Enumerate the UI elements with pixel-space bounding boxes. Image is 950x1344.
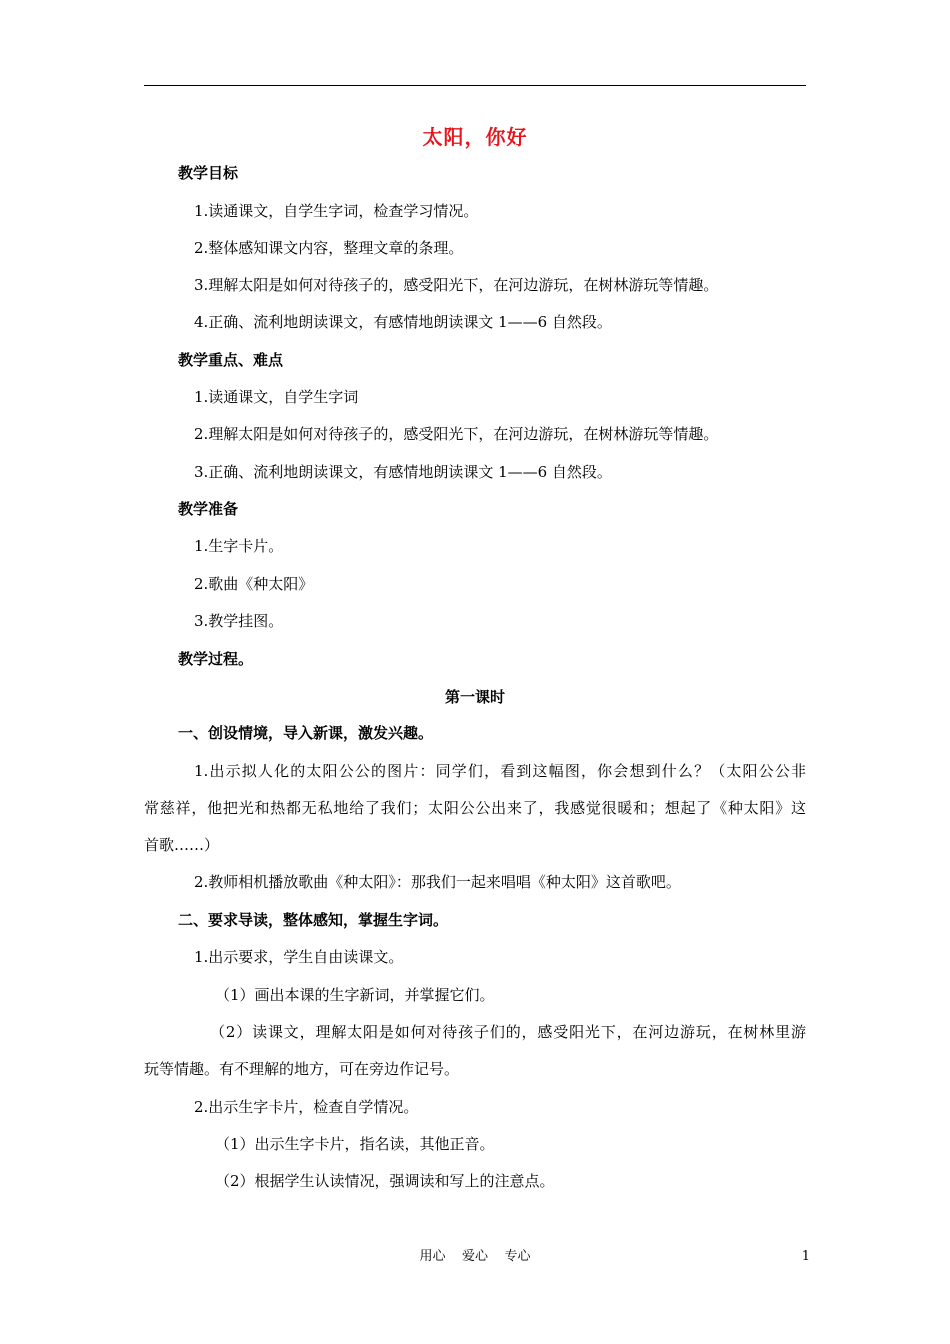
goals-item-2: 2.整体感知课文内容，整理文章的条理。 [194,239,464,257]
preparation-item-2: 2.歌曲《种太阳》 [194,575,314,593]
lesson-title: 第一课时 [444,688,505,706]
part2-step2: 2.出示生字卡片，检查自学情况。 [194,1098,419,1116]
goals-item-1: 1.读通课文，自学生字词，检查学习情况。 [194,202,479,220]
goals-item-3: 3.理解太阳是如何对待孩子的，感受阳光下，在河边游玩，在树林游玩等情趣。 [194,276,719,294]
document-title: 太阳，你好 [422,125,528,149]
part2-step2-a: （1）出示生字卡片，指名读，其他正音。 [215,1135,495,1153]
part1-heading: 一、创设情境，导入新课，激发兴趣。 [178,724,434,742]
part1-paragraph1-line3: 首歌……） [144,836,220,854]
section-heading-goals: 教学目标 [178,164,239,182]
part2-step2-b: （2）根据学生认读情况，强调读和写上的注意点。 [215,1172,555,1190]
part2-step1-a: （1）画出本课的生字新词，并掌握它们。 [215,986,495,1004]
section-heading-key-points: 教学重点、难点 [178,351,284,369]
section-heading-process: 教学过程。 [178,650,254,668]
goals-item-4: 4.正确、流利地朗读课文，有感情地朗读课文 1——6 自然段。 [194,313,612,331]
part2-step1-b-line1: （2）读课文，理解太阳是如何对待孩子们的，感受阳光下，在河边游玩，在树林里游 [210,1023,806,1041]
key-points-item-2: 2.理解太阳是如何对待孩子的，感受阳光下，在河边游玩，在树林游玩等情趣。 [194,425,719,443]
part2-heading: 二、要求导读，整体感知，掌握生字词。 [178,911,449,929]
part2-step1-b-line2: 玩等情趣。有不理解的地方，可在旁边作记号。 [144,1060,460,1078]
section-heading-preparation: 教学准备 [178,500,239,518]
part2-step1: 1.出示要求，学生自由读课文。 [194,948,404,966]
key-points-item-3: 3.正确、流利地朗读课文，有感情地朗读课文 1——6 自然段。 [194,463,612,481]
header-rule [144,85,806,86]
part1-paragraph1-line2: 常慈祥，他把光和热都无私地给了我们；太阳公公出来了，我感觉很暖和；想起了《种太阳》这 [144,799,806,817]
part1-paragraph2: 2.教师相机播放歌曲《种太阳》：那我们一起来唱唱《种太阳》这首歌吧。 [194,873,681,891]
preparation-item-3: 3.教学挂图。 [194,612,284,630]
preparation-item-1: 1.生字卡片。 [194,537,284,555]
page-number: 1 [801,1249,810,1264]
footer-motto: 用心 爱心 专心 [419,1249,531,1264]
part1-paragraph1-line1: 1.出示拟人化的太阳公公的图片：同学们，看到这幅图，你会想到什么？（太阳公公非 [194,762,806,780]
key-points-item-1: 1.读通课文，自学生字词 [194,388,359,406]
